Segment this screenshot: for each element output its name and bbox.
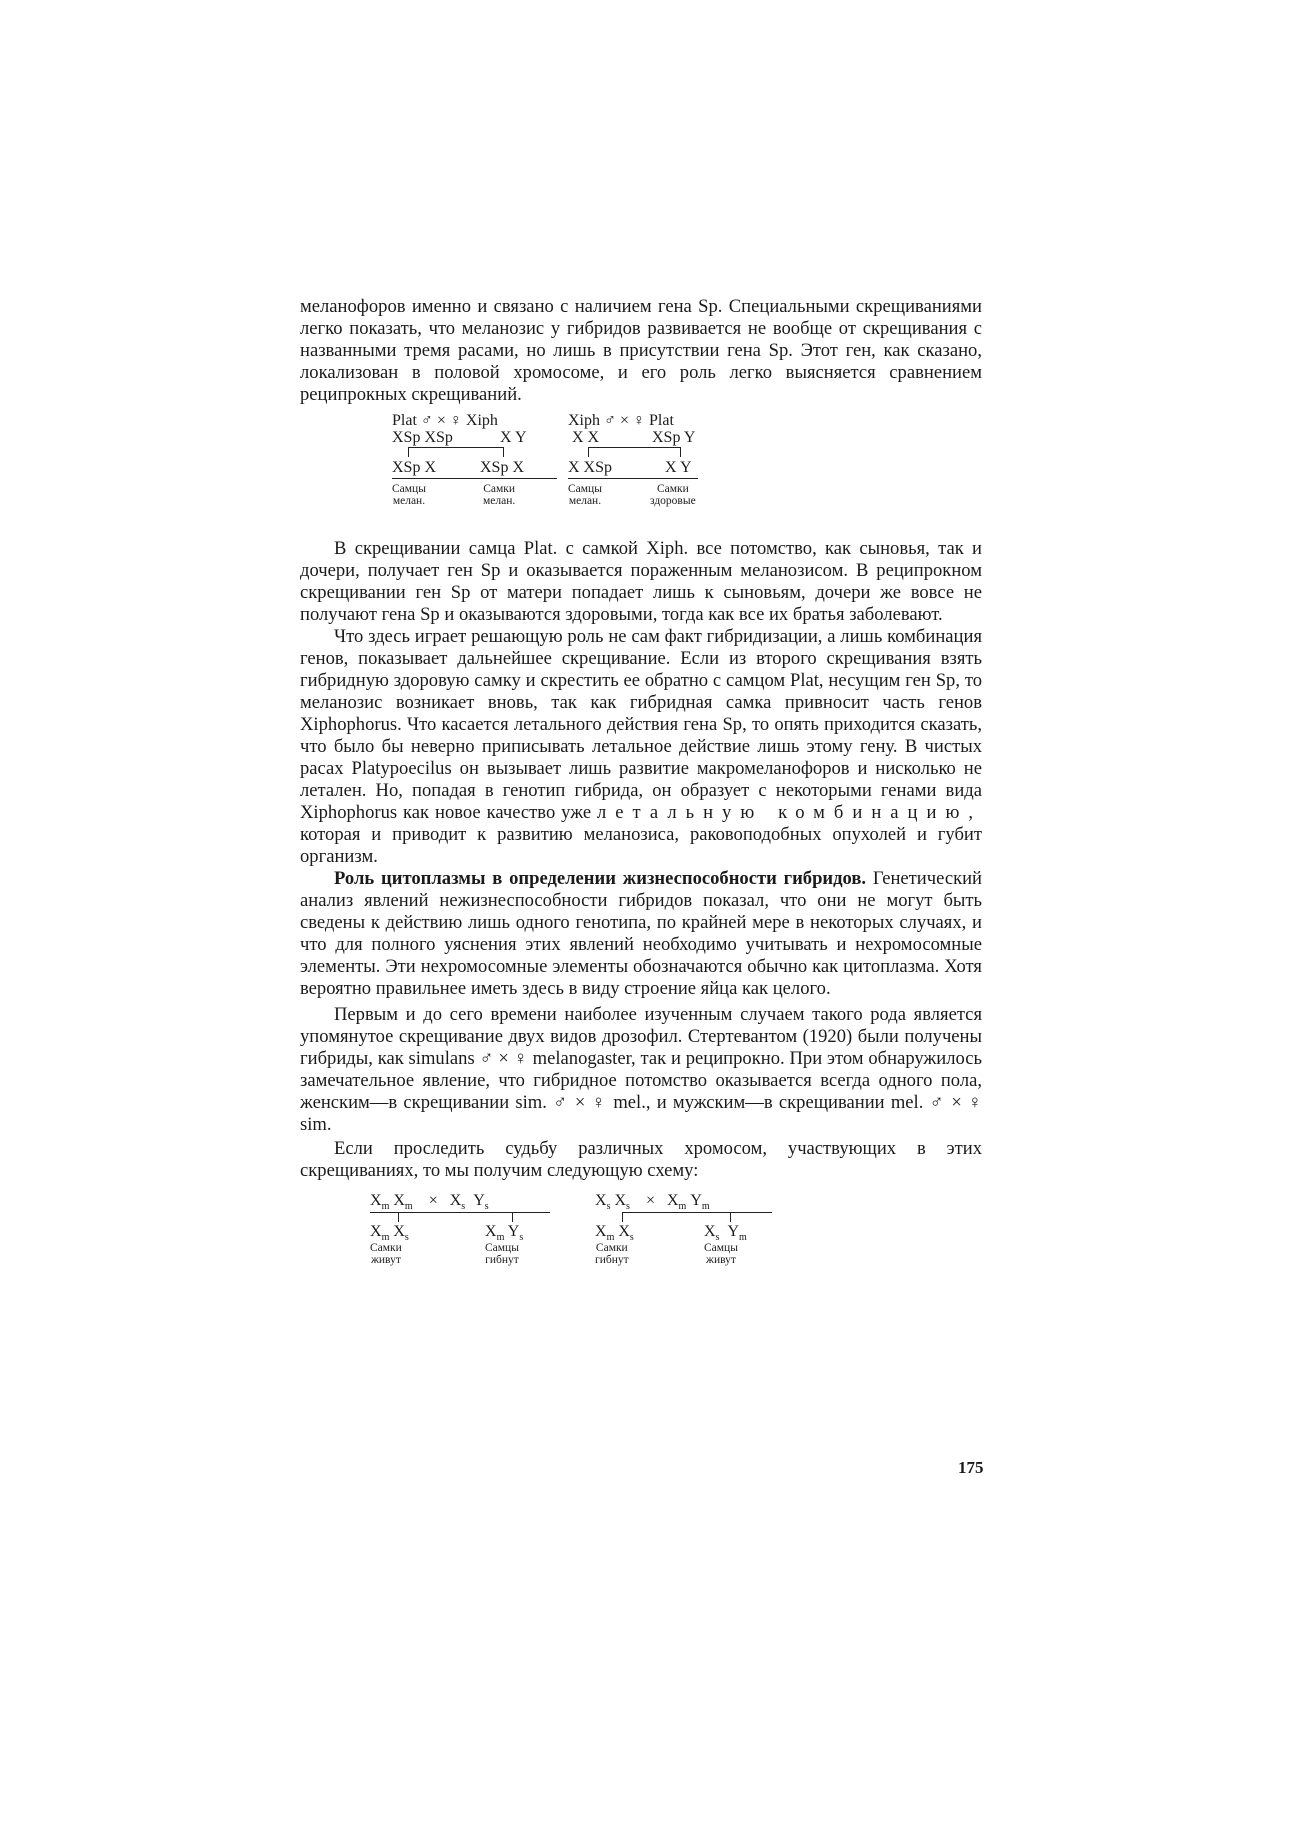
scheme1-right-mother: XSp Y [652,429,696,446]
scheme2-right-offspring-2: $X_s$ $Y_m$ [704,1223,747,1244]
paragraph-3-spaced: летальную комбинацию, [597,802,982,823]
scheme2-left-offspring-2: $X_m$ $Y_s$ [485,1223,524,1244]
paragraph-3-text-b: которая и приводит к развитию меланозиса, раковоподобных опухолей и губит организм. [300,824,982,867]
scheme1-right-label-2: Самки здоровые [650,483,696,507]
section-heading: Роль цитоплазмы в определении жизнеспособности гибридов. [334,868,867,889]
paragraph-6: Если проследить судьбу различных хромосом, участвующих в этих скрещиваниях, то мы получим следующую схему: [300,1138,982,1181]
scheme1-right-label-1: Самцы мелан. [568,483,602,507]
paragraph-4 [300,868,982,1000]
scheme1-right-tick-a [588,447,589,457]
scheme2-right-offspring-1: $X_m$ $X_s$ [595,1223,634,1244]
scheme1-right-bracket [588,447,680,448]
page-number: 175 [958,1458,984,1477]
scheme1-right-underline [568,478,698,479]
scheme2-right-label-1: Самки гибнут [595,1242,629,1266]
scheme2-right-cross: $X_s$ $X_s$ × $X_m$ $Y_m$ [595,1192,710,1213]
scheme1-left-underline [392,478,557,479]
paragraph-3 [300,626,982,868]
scheme2-left-tick-b [512,1212,513,1222]
scheme1-left-label-1: Самцы мелан. [392,483,426,507]
scheme2-left-offspring-1: $X_m$ $X_s$ [370,1223,409,1244]
scheme1-left-cross: Plat ♂ × ♀ Xiph [392,412,498,429]
scheme1-right-offspring-1: X XSp [568,459,613,476]
paragraph-3-text-a: Что здесь играет решающую роль не сам факт гибридизации, а лишь комбинация генов, показывает дальнейшее скрещивание. Если из второго скрещивания взять гибридную здоровую самку и скрестить ее обратно с самцом Plat, несущим ген Sp, то меланозис возникает вновь, так как гибридная самка привносит часть генов Xiphophorus. Что касается летального действия гена Sp, то опять приходится сказать, что было бы неверно приписывать летальное действие лишь этому гену. В чистых расах Platypoecilus он вызывает лишь развитие макромеланофоров и нисколько не летален. Но, попадая в генотип гибрида, он образует с некоторыми генами вида Xiphophorus как новое качество уже [300,626,982,823]
scheme-drosophila-crosses [300,1190,982,1291]
paragraph-2: В скрещивании самца Plat. с самкой Xiph. все потомство, как сыновья, так и дочери, получает ген Sp и оказывается пораженным меланозисом. В реципрокном скрещивании ген Sp от матери попадает лишь к сыновьям, дочери же вовсе не получают гена Sp и оказываются здоровыми, тогда как все их братья заболевают. [300,538,982,625]
scheme1-right-tick-b [680,447,681,457]
scheme1-right-cross: Xiph ♂ × ♀ Plat [568,412,674,429]
paragraph-1: меланофоров именно и связано с наличием гена Sp. Специальными скрещиваниями легко показать, что меланозис у гибридов развивается не вообще от скрещивания с названными тремя расами, но лишь в присутствии гена Sp. Этот ген, как сказано, локализован в половой хромосоме, и его роль легко выясняется сравнением реципрокных скрещиваний. [300,296,982,405]
scheme1-right-father: X X [572,429,600,446]
paragraph-5: Первым и до сего времени наиболее изученным случаем такого рода является упомянутое скрещивание двух видов дрозофил. Стертевантом (1920) были получены гибриды, как simulans ♂ × ♀ melanogaster, так и реципрокно. При этом обнаружилось замечательное явление, что гибридное потомство оказывается всегда одного пола, женским—в скрещивании sim. ♂ × ♀ mel., и мужским—в скрещивании mel. ♂ × ♀ sim. [300,1004,982,1135]
scheme1-left-tick-a [408,447,409,457]
scheme2-right-tick-b [730,1212,731,1222]
scheme2-right-tick-a [622,1212,623,1222]
scheme2-right-label-2: Самцы живут [704,1242,738,1266]
scheme1-left-mother: X Y [500,429,527,446]
scheme1-left-offspring-2: XSp X [480,459,525,476]
scheme1-left-bracket [408,447,503,448]
scheme1-left-label-2: Самки мелан. [483,483,516,507]
scheme1-right-offspring-2: X Y [665,459,692,476]
scheme1-left-tick-b [503,447,504,457]
scheme2-left-cross: $X_m$ $X_m$ × $X_s$ $Y_s$ [370,1192,489,1213]
scheme-crosses-plat-xiph [300,410,982,532]
scheme2-right-bracket [622,1212,772,1213]
scheme2-left-tick-a [398,1212,399,1222]
text-column [300,296,982,1297]
scheme1-left-offspring-1: XSp X [392,459,437,476]
scheme2-left-label-1: Самки живут [370,1242,402,1266]
scheme1-left-father: XSp XSp [392,429,453,446]
scheme2-left-bracket [370,1212,550,1213]
scheme2-left-label-2: Самцы гибнут [485,1242,519,1266]
paragraph-4-text: Генетический анализ явлений нежизнеспособности гибридов показал, что они не могут быть сведены к действию лишь одного генотипа, по крайней мере в некоторых случаях, и что для полного уяснения этих явлений необходимо учитывать и нехромосомные элементы. Эти нехромосомные элементы обозначаются обычно как цитоплазма. Хотя вероятно правильнее иметь здесь в виду строение яйца как целого. [300,868,983,999]
